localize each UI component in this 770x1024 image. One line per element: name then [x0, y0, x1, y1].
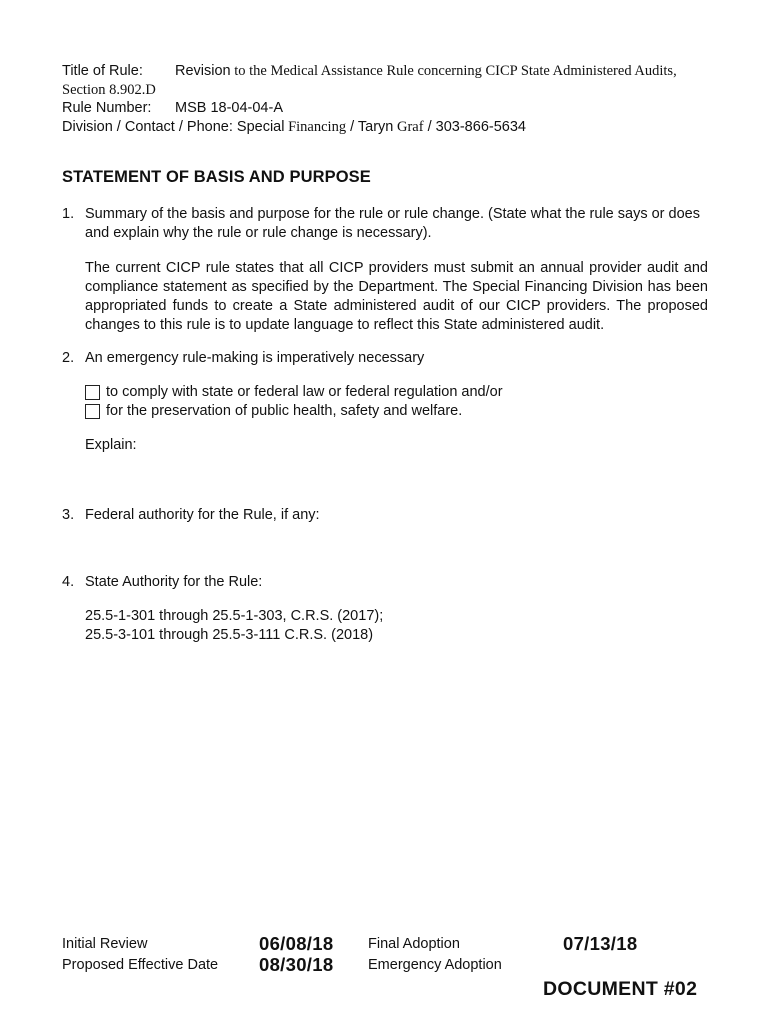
item-1-number: 1.	[62, 206, 75, 222]
item-4-text: State Authority for the Rule:	[85, 574, 263, 590]
rule-number-label: Rule Number:	[62, 100, 152, 116]
item-3-number: 3.	[62, 507, 75, 523]
title-of-rule-section: Section 8.902.D	[62, 81, 156, 98]
title-of-rule-label: Title of Rule:	[62, 63, 143, 79]
item-2	[62, 349, 708, 368]
document-number: DOCUMENT #02	[543, 978, 698, 1000]
division-name-serif: Financing	[284, 118, 347, 135]
contact-last-name: Graf	[393, 118, 424, 135]
state-authority-line-1: 25.5-1-301 through 25.5-1-303, C.R.S. (2017);	[85, 608, 384, 624]
public-health-checkbox[interactable]	[85, 404, 100, 419]
final-adoption-date: 07/13/18	[563, 933, 638, 954]
option-comply-law-row	[85, 383, 503, 402]
explain-label: Explain:	[85, 437, 137, 453]
page-title: STATEMENT OF BASIS AND PURPOSE	[62, 168, 371, 186]
division-name: Special	[236, 118, 285, 135]
rule-number-row	[62, 99, 722, 118]
title-of-rule-row	[62, 62, 722, 81]
item-3-text: Federal authority for the Rule, if any:	[85, 507, 320, 523]
item-2-number: 2.	[62, 350, 75, 366]
item-1-explanation: The current CICP rule states that all CICP providers must submit an annual provider audit and compliance statement as specified by the Department. The Special Financing Division has been appropriated funds to create a State administered audit of our CICP providers. The proposed changes to this rule is to update language to reflect this State administered audit.	[85, 260, 708, 333]
item-4-number: 4.	[62, 574, 75, 590]
item-3	[62, 506, 708, 525]
proposed-effective-date-label: Proposed Effective Date	[62, 957, 219, 973]
division-contact-label: Division / Contact / Phone:	[62, 118, 233, 135]
proposed-effective-date: 08/30/18	[259, 954, 334, 975]
rule-header	[62, 62, 722, 136]
item-1-summary: Summary of the basis and purpose for the rule or rule change. (State what the rule says or does and explain why the rule or rule change is necessary).	[85, 206, 700, 241]
contact-phone: / 303-866-5634	[423, 118, 526, 135]
title-of-rule-value: to the Medical Assistance Rule concerning CICP State Administered Audits,	[230, 63, 677, 79]
item-4	[62, 573, 708, 592]
division-contact-row	[62, 118, 722, 137]
comply-law-checkbox[interactable]	[85, 385, 100, 400]
item-1	[62, 205, 708, 243]
comply-law-label: to comply with state or federal law or federal regulation and/or	[106, 384, 503, 400]
contact-first-name: / Taryn	[346, 118, 394, 135]
public-health-label: for the preservation of public health, safety and welfare.	[106, 403, 463, 419]
item-2-text: An emergency rule-making is imperatively necessary	[85, 350, 425, 366]
state-authority-line-2: 25.5-3-101 through 25.5-3-111 C.R.S. (2018)	[85, 627, 374, 643]
final-adoption-label: Final Adoption	[368, 936, 460, 952]
option-public-health-row	[85, 402, 462, 421]
emergency-adoption-label: Emergency Adoption	[368, 957, 502, 973]
title-of-rule-prefix: Revision	[175, 63, 231, 79]
initial-review-date: 06/08/18	[259, 933, 334, 954]
initial-review-label: Initial Review	[62, 936, 148, 952]
rule-number-value: MSB 18-04-04-A	[175, 100, 283, 116]
